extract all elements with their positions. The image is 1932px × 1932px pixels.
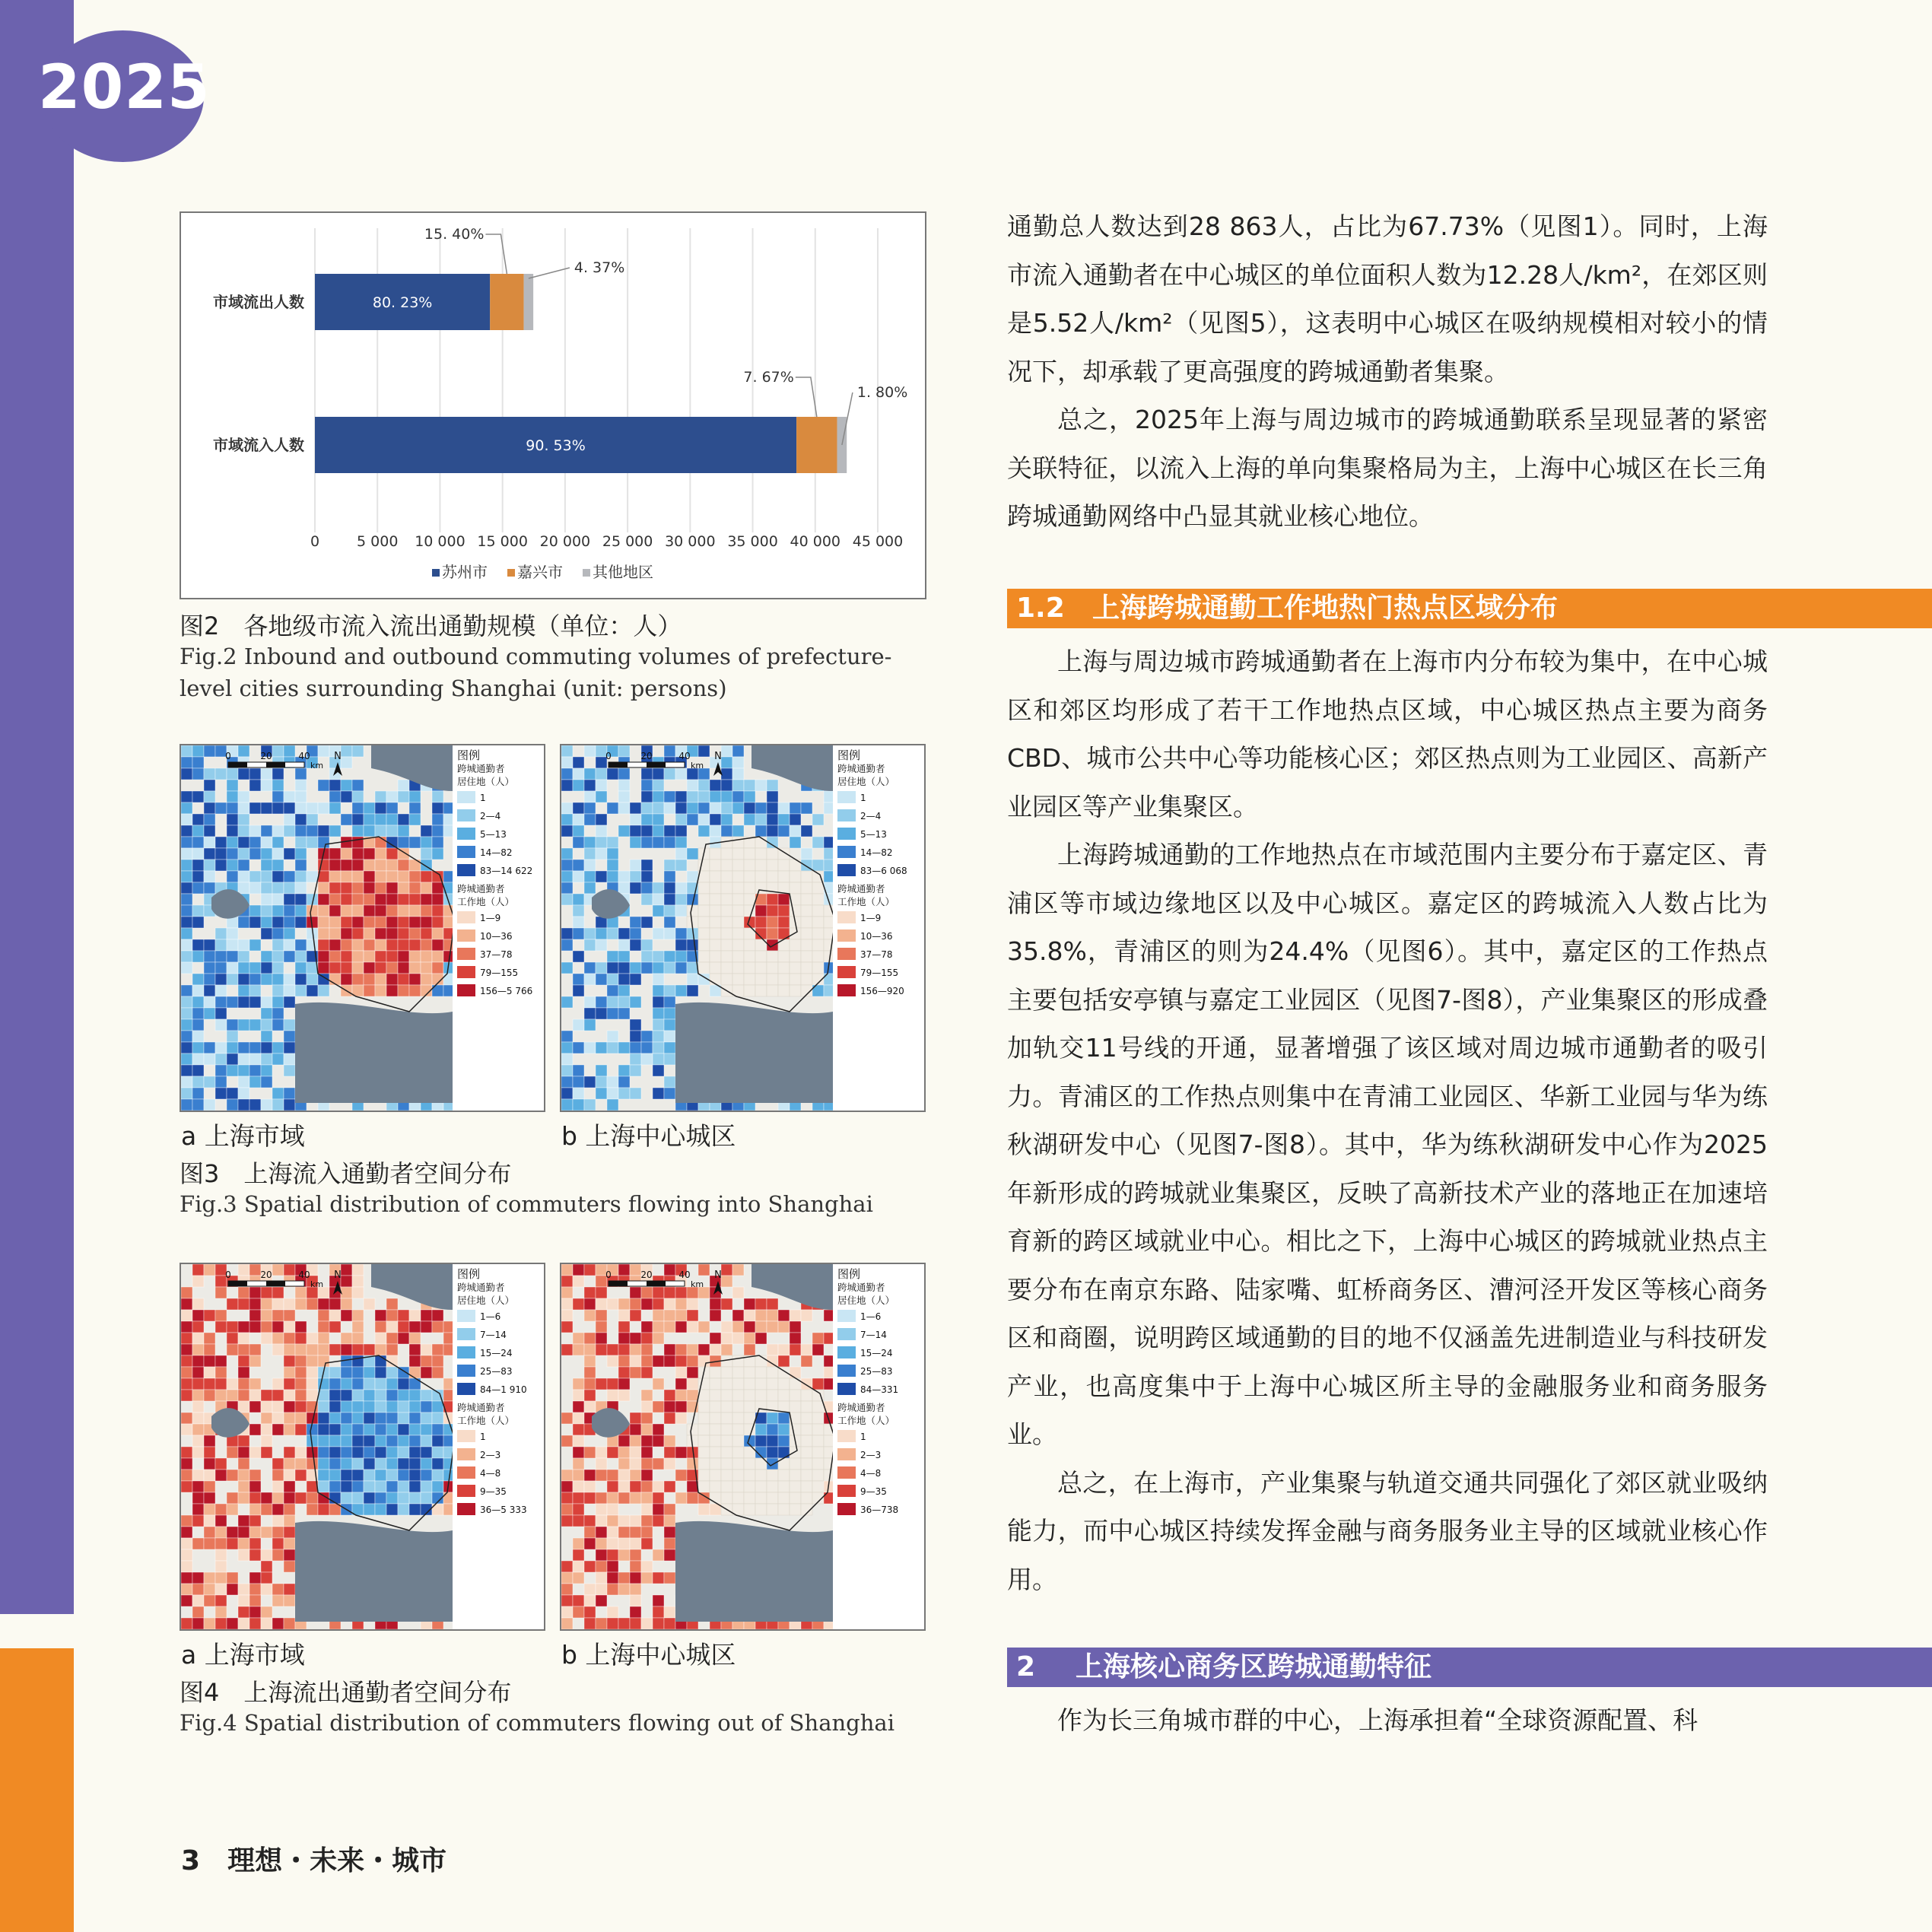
x-tick-label: 30 000 (665, 533, 716, 550)
fig2-bar-chart (181, 213, 925, 598)
legend-swatch (457, 828, 475, 840)
fig3-sub-b-label: b 上海中心城区 (561, 1121, 736, 1151)
data-label: 7. 67% (743, 369, 794, 386)
paragraph-1: 通勤总人数达到28 863人，占比为67.73%（见图1）。同时，上海市流入通勤者在中心城区的单位面积人数为12.28人/km²，在郊区则是5.52人/km²（见图5），这表明中心城区在吸纳规模相对较小的情况下，却承载了更高强度的跨城通勤者集聚。 (1007, 211, 1768, 386)
legend-item-label: 83—14 622 (480, 866, 533, 876)
legend-swatch (837, 1346, 856, 1358)
legend-swatch (837, 911, 856, 923)
legend-item-label: 84—331 (860, 1384, 899, 1395)
legend-swatch (457, 1466, 475, 1479)
north-label: N (714, 1269, 722, 1281)
legend-swatch (457, 1365, 475, 1377)
legend-swatch (837, 1448, 856, 1460)
water-body (295, 1521, 453, 1622)
legend-swatch (837, 809, 856, 821)
legend-item-label: 25—83 (480, 1366, 513, 1377)
legend-swatch (457, 864, 475, 876)
page-number: 3 (181, 1845, 201, 1876)
data-label: 15. 40% (424, 226, 485, 243)
legend-item-label: 15—24 (480, 1348, 513, 1358)
legend-swatch (507, 569, 515, 577)
legend-swatch (457, 1503, 475, 1515)
category-label: 市域流入人数 (213, 436, 304, 454)
legend-item-label: 1—6 (860, 1311, 882, 1322)
legend-group-title: 工作地（人） (837, 1415, 895, 1426)
section-number: 1.2 (1016, 593, 1065, 624)
x-tick-label: 25 000 (602, 533, 653, 550)
data-label: 4. 37% (574, 259, 625, 276)
fig2-chart-frame (180, 211, 926, 599)
legend-item-label: 15—24 (860, 1348, 893, 1358)
legend-item-label: 7—14 (860, 1330, 887, 1340)
legend-swatch (457, 1485, 475, 1497)
paragraph-5: 总之，在上海市，产业集聚与轨道交通共同强化了郊区就业吸纳能力，而中心城区持续发挥金融与商务服务业主导的区域就业核心作用。 (1007, 1467, 1768, 1594)
legend-swatch (457, 1383, 475, 1395)
x-tick-label: 5 000 (357, 533, 399, 550)
legend-swatch (837, 929, 856, 942)
legend-item-label: 156—920 (860, 986, 904, 996)
section-title: 上海跨城通勤工作地热门热点区域分布 (1092, 593, 1559, 624)
legend-group-title: 跨城通勤者 (457, 1402, 505, 1413)
fig3-caption-en: Fig.3 Spatial distribution of commuters flowing into Shanghai (180, 1191, 873, 1217)
legend-item-label: 1—6 (480, 1311, 501, 1322)
section-heading-2 (1007, 1648, 1932, 1687)
legend-group-title: 跨城通勤者 (457, 883, 505, 895)
page-footer (181, 1839, 446, 1878)
scale-label: 0 (605, 1269, 612, 1280)
fig4-caption-en: Fig.4 Spatial distribution of commuters flowing out of Shanghai (180, 1710, 895, 1736)
legend-item-label: 1 (480, 1432, 486, 1442)
legend-swatch (837, 1365, 856, 1377)
legend-swatch (837, 1328, 856, 1340)
callout-line (529, 268, 570, 278)
legend-group-title: 跨城通勤者 (457, 763, 505, 774)
callout-line (485, 234, 507, 274)
legend-swatch (432, 569, 440, 577)
x-tick-label: 40 000 (790, 533, 841, 550)
data-label: 1. 80% (856, 384, 908, 401)
sidebar-orange-band (0, 1648, 74, 1932)
legend-item-label: 9—35 (860, 1486, 887, 1497)
legend-swatch (837, 864, 856, 876)
legend-swatch (837, 828, 856, 840)
legend-item-label: 1 (860, 1432, 866, 1442)
legend-item-label: 1—9 (480, 913, 501, 923)
x-tick-label: 0 (310, 533, 320, 550)
legend-group-title: 跨城通勤者 (837, 883, 885, 895)
legend-item-label: 79—155 (480, 968, 519, 978)
scale-label: 20 (260, 751, 272, 761)
legend-swatch (837, 791, 856, 803)
journal-title: 理想・未来・城市 (227, 1845, 447, 1876)
legend-label: 苏州市 (442, 563, 488, 581)
callout-line (796, 377, 817, 417)
scale-label: 0 (225, 751, 231, 761)
fig3-sub-a-label: a 上海市域 (181, 1121, 305, 1151)
fig3-map-b (560, 744, 926, 1112)
legend-item-label: 2—4 (480, 811, 501, 821)
legend-item-label: 156—5 766 (480, 986, 533, 996)
legend-item-label: 83—6 068 (860, 866, 907, 876)
legend-swatch (837, 1503, 856, 1515)
legend-item-label: 37—78 (860, 949, 893, 960)
scale-label: 0 (225, 1269, 231, 1280)
legend-group-title: 工作地（人） (457, 896, 515, 907)
fig2-caption-en: Fig.2 Inbound and outbound commuting volumes of prefecture-level cities surrounding Shanghai (unit: persons) (180, 643, 892, 701)
legend-swatch (457, 809, 475, 821)
legend-swatch (837, 948, 856, 960)
legend-swatch (837, 1485, 856, 1497)
legend-item-label: 2—3 (860, 1450, 882, 1460)
x-tick-label: 45 000 (852, 533, 904, 550)
legend-title: 图例 (837, 1267, 861, 1281)
legend-swatch (837, 1466, 856, 1479)
water-body (295, 1003, 453, 1103)
north-label: N (334, 751, 342, 762)
x-tick-label: 10 000 (415, 533, 466, 550)
legend-item-label: 1 (480, 793, 486, 803)
paragraph-4: 上海跨城通勤的工作地热点在市域范围内主要分布于嘉定区、青浦区等市域边缘地区以及中心城区。嘉定区的跨城流入人数占比为35.8%，青浦区的则为24.4%（见图6）。其中，嘉定区的工作热点主要包括安亭镇与嘉定工业园区（见图7-图8），产业集聚区的形成叠加轨交11号线的开通，显著增强了该区域对周边城市通勤者的吸引力。青浦区的工作热点则集中在青浦工业园区、华新工业园与华为练秋湖研发中心（见图7-图8）。其中，华为练秋湖研发中心作为2025年新形成的跨城就业集聚区，反映了高新技术产业的落地正在加速培育新的跨区域就业中心。相比之下，上海中心城区的跨城就业热点主要分布在南京东路、陆家嘴、虹桥商务区、漕河泾开发区等核心商务区和商圈，说明跨区域通勤的目的地不仅涵盖先进制造业与科技研发产业，也高度集中于上海中心城区所主导的金融服务业和商务服务业。 (1007, 840, 1768, 1449)
section-title: 上海核心商务区跨城通勤特征 (1076, 1651, 1432, 1683)
legend-swatch (457, 966, 475, 978)
legend-swatch (837, 846, 856, 858)
legend-item-label: 1 (860, 793, 866, 803)
legend-item-label: 25—83 (860, 1366, 893, 1377)
legend-item-label: 9—35 (480, 1486, 507, 1497)
fig4-map-b (560, 1263, 926, 1631)
scale-label: 20 (260, 1269, 272, 1280)
scale-label: 40 (298, 1269, 310, 1280)
scale-unit: km (310, 761, 324, 771)
scale-unit: km (310, 1279, 324, 1289)
legend-group-title: 居住地（人） (457, 776, 515, 787)
legend-title: 图例 (457, 748, 481, 762)
legend-item-label: 5—13 (860, 829, 887, 840)
legend-group-title: 工作地（人） (457, 1415, 515, 1426)
legend-group-title: 跨城通勤者 (837, 1402, 885, 1413)
legend-swatch (457, 911, 475, 923)
bar-segment (796, 417, 837, 473)
legend-item-label: 2—3 (480, 1450, 501, 1460)
paragraph-2: 总之，2025年上海与周边城市的跨城通勤联系呈现显著的紧密关联特征，以流入上海的单向集聚格局为主，上海中心城区在长三角跨城通勤网络中凸显其就业核心地位。 (1007, 405, 1768, 531)
paragraph-6: 作为长三角城市群的中心，上海承担着“全球资源配置、科 (1057, 1705, 1698, 1735)
legend-group-title: 居住地（人） (457, 1295, 515, 1306)
scale-label: 20 (640, 751, 653, 761)
legend-title: 图例 (457, 1267, 481, 1281)
legend-item-label: 36—738 (860, 1505, 899, 1515)
legend-group-title: 居住地（人） (837, 1295, 895, 1306)
legend-swatch (457, 791, 475, 803)
x-tick-label: 35 000 (727, 533, 778, 550)
section-number: 2 (1016, 1651, 1036, 1683)
water-body (675, 1003, 833, 1103)
fig4-sub-a-label: a 上海市域 (181, 1640, 305, 1670)
fig4-sub-b-label: b 上海中心城区 (561, 1640, 736, 1670)
legend-item-label: 4—8 (860, 1468, 882, 1479)
legend-item-label: 36—5 333 (480, 1505, 527, 1515)
fig3-map-a (180, 744, 545, 1112)
legend-swatch (457, 1310, 475, 1322)
legend-swatch (457, 929, 475, 942)
body-block-2 (1007, 637, 1768, 1603)
legend-item-label: 10—36 (480, 931, 513, 942)
legend-swatch (583, 569, 590, 577)
water-body (675, 1521, 833, 1622)
x-tick-label: 15 000 (477, 533, 528, 550)
body-block-3 (1007, 1696, 1768, 1745)
legend-swatch (457, 948, 475, 960)
scale-label: 20 (640, 1269, 653, 1280)
scale-label: 40 (678, 1269, 691, 1280)
legend-swatch (837, 1430, 856, 1442)
legend-title: 图例 (837, 748, 861, 762)
legend-item-label: 2—4 (860, 811, 882, 821)
legend-label: 嘉兴市 (517, 563, 563, 581)
bar-segment (490, 274, 523, 330)
data-label: 80. 23% (372, 294, 433, 311)
legend-item-label: 1—9 (860, 913, 882, 923)
legend-swatch (837, 984, 856, 996)
legend-item-label: 37—78 (480, 949, 513, 960)
legend-swatch (837, 966, 856, 978)
legend-item-label: 5—13 (480, 829, 507, 840)
fig3-caption-cn: 图3 上海流入通勤者空间分布 (180, 1159, 512, 1188)
bar-segment (524, 274, 533, 330)
legend-swatch (837, 1310, 856, 1322)
fig4-caption-cn: 图4 上海流出通勤者空间分布 (180, 1678, 512, 1707)
legend-swatch (837, 1383, 856, 1395)
legend-item-label: 79—155 (860, 968, 899, 978)
body-block-1 (1007, 202, 1768, 541)
fig4-map-a (180, 1263, 545, 1631)
section-heading-1-2 (1007, 589, 1932, 628)
x-tick-label: 20 000 (539, 533, 591, 550)
legend-swatch (457, 846, 475, 858)
paragraph-3: 上海与周边城市跨城通勤者在上海市内分布较为集中，在中心城区和郊区均形成了若干工作地热点区域，中心城区热点主要为商务CBD、城市公共中心等功能核心区；郊区热点则为工业园区、高新产业园区等产业集聚区。 (1007, 647, 1768, 821)
scale-unit: km (691, 761, 704, 771)
north-label: N (714, 751, 722, 762)
scale-label: 40 (678, 751, 691, 761)
north-label: N (334, 1269, 342, 1281)
legend-swatch (457, 1430, 475, 1442)
scale-unit: km (691, 1279, 704, 1289)
legend-item-label: 14—82 (480, 847, 513, 858)
data-label: 90. 53% (526, 437, 586, 454)
legend-swatch (457, 1328, 475, 1340)
year-badge: 2025 (38, 52, 211, 122)
legend-group-title: 居住地（人） (837, 776, 895, 787)
legend-group-title: 跨城通勤者 (837, 1282, 885, 1293)
fig2-caption-cn: 图2 各地级市流入流出通勤规模（单位：人） (180, 612, 682, 640)
legend-label: 其他地区 (593, 563, 653, 581)
legend-item-label: 10—36 (860, 931, 893, 942)
legend-group-title: 跨城通勤者 (837, 763, 885, 774)
scale-label: 40 (298, 751, 310, 761)
legend-item-label: 14—82 (860, 847, 893, 858)
sidebar-purple-band (0, 0, 74, 1614)
legend-group-title: 跨城通勤者 (457, 1282, 505, 1293)
legend-swatch (457, 1448, 475, 1460)
scale-label: 0 (605, 751, 612, 761)
legend-group-title: 工作地（人） (837, 896, 895, 907)
legend-item-label: 4—8 (480, 1468, 501, 1479)
legend-item-label: 7—14 (480, 1330, 507, 1340)
legend-swatch (457, 984, 475, 996)
legend-item-label: 84—1 910 (480, 1384, 527, 1395)
category-label: 市域流出人数 (213, 293, 304, 311)
legend-swatch (457, 1346, 475, 1358)
